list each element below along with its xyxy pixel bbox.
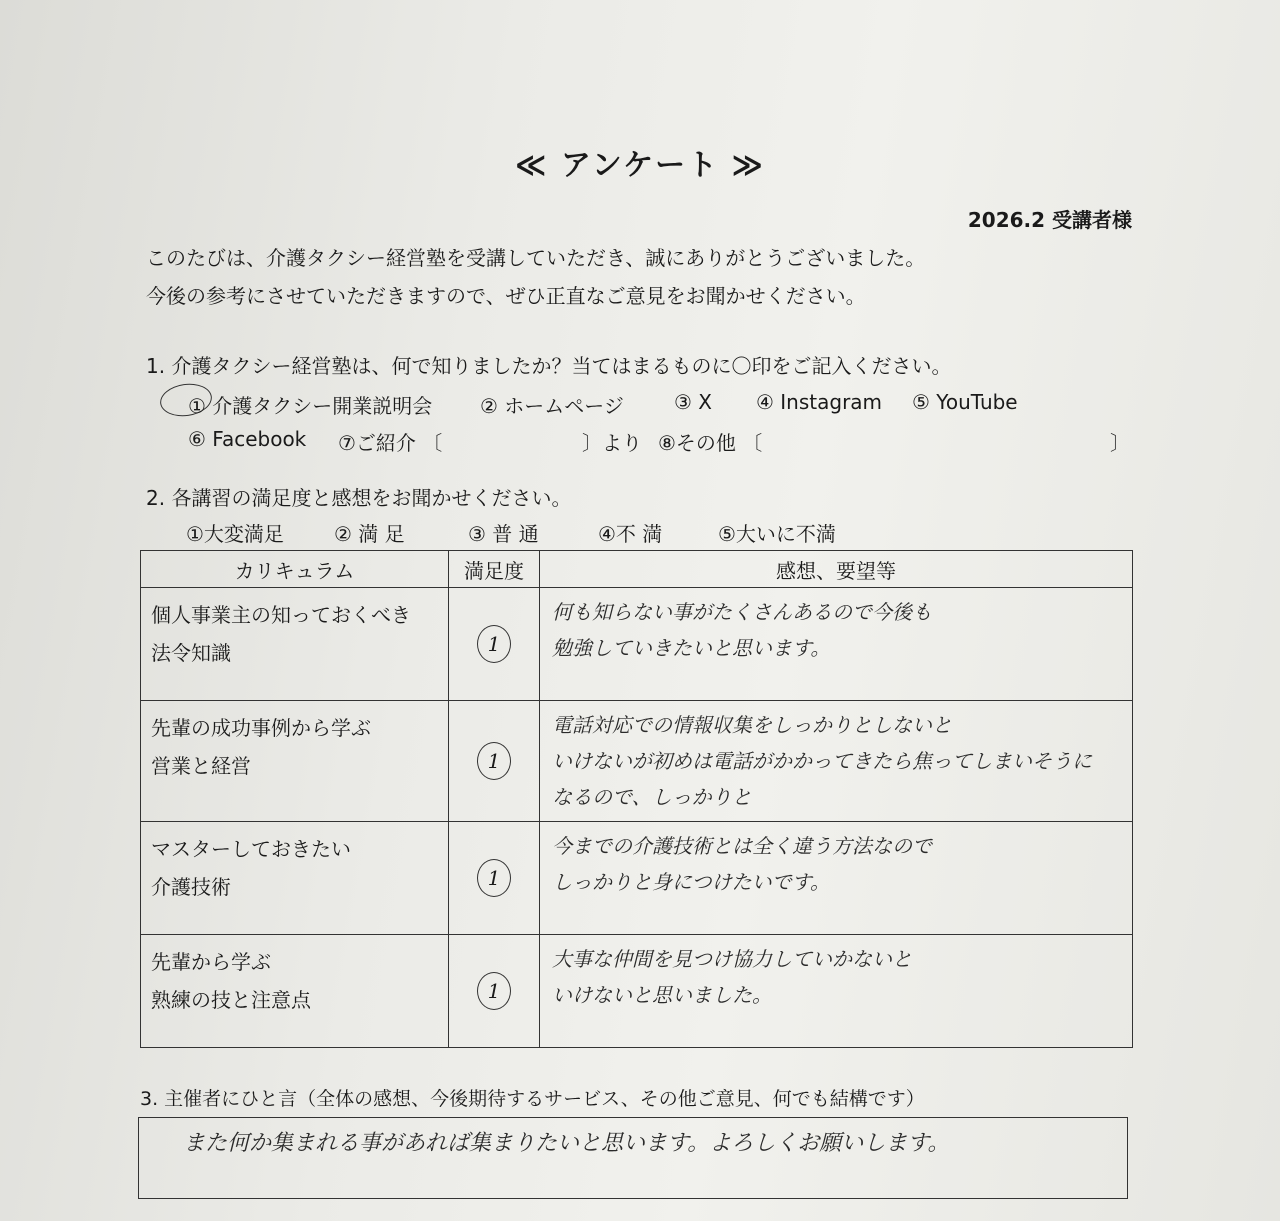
comment-line: いけないと思いました。 — [552, 983, 772, 1007]
free-comment-box — [138, 1117, 1128, 1199]
rating-mark: 1 — [477, 625, 511, 663]
rating-mark: 1 — [477, 972, 511, 1010]
curriculum-cell — [141, 935, 449, 1048]
curriculum-line: 熟練の技と注意点 — [151, 988, 311, 1012]
satisfaction-cell — [449, 701, 540, 822]
curriculum-line: 営業と経営 — [151, 754, 251, 778]
option-3: ③ X — [674, 390, 712, 414]
comment-line: いけないが初めは電話がかかってきたら焦ってしまいそうに — [552, 749, 1092, 773]
rating-mark: 1 — [477, 742, 511, 780]
question-2: 2. 各講習の満足度と感想をお聞かせください。 — [146, 486, 572, 510]
intro-line-1: このたびは、介護タクシー経営塾を受講していただき、誠にありがとうございました。 — [146, 246, 926, 270]
option-2: ② ホームページ — [480, 394, 624, 418]
curriculum-table — [140, 550, 1133, 1048]
comment-line: 何も知らない事がたくさんあるので今後も — [552, 600, 932, 624]
rating-mark: 1 — [477, 859, 511, 897]
option-7-suffix: 〕より — [582, 431, 642, 455]
comment-line: 大事な仲間を見つけ協力していかないと — [552, 947, 912, 971]
curriculum-line: 法令知識 — [151, 641, 231, 665]
scale-2: ② 満 足 — [334, 522, 405, 546]
curriculum-line: マスターしておきたい — [151, 837, 351, 861]
scale-4: ④不 満 — [598, 522, 663, 546]
option-8-close: 〕 — [1110, 431, 1130, 455]
scale-5: ⑤大いに不満 — [718, 522, 836, 546]
comment-line: しっかりと身につけたいです。 — [552, 870, 830, 894]
date-label: 2026.2 受講者様 — [967, 208, 1132, 232]
curriculum-cell — [141, 588, 449, 701]
comment-cell — [540, 822, 1133, 935]
comment-line: 電話対応での情報収集をしっかりとしないと — [552, 713, 952, 737]
curriculum-line: 先輩から学ぶ — [151, 950, 271, 974]
option-5: ⑤ YouTube — [912, 390, 1018, 414]
intro-line-2: 今後の参考にさせていただきますので、ぜひ正直なご意見をお聞かせください。 — [146, 284, 866, 308]
comment-line: 今までの介護技術とは全く違う方法なので — [552, 834, 932, 858]
satisfaction-cell — [449, 935, 540, 1048]
table-header-row — [141, 551, 1133, 588]
comment-line: 勉強していきたいと思います。 — [552, 636, 831, 660]
comment-cell — [540, 588, 1133, 701]
table-row — [141, 822, 1133, 935]
comment-line: なるので、しっかりと — [552, 785, 752, 809]
satisfaction-cell — [449, 588, 540, 701]
question-3: 3. 主催者にひと言（全体の感想、今後期待するサービス、その他ご意見、何でも結構です） — [140, 1088, 925, 1110]
scale-1: ①大変満足 — [186, 522, 284, 546]
header-curriculum: カリキュラム — [141, 551, 449, 588]
curriculum-cell — [141, 701, 449, 822]
comment-cell — [540, 935, 1133, 1048]
table-row — [141, 588, 1133, 701]
question-1: 1. 介護タクシー経営塾は、何で知りましたか？当てはまるものに〇印をご記入ください。 — [146, 354, 952, 378]
curriculum-line: 先輩の成功事例から学ぶ — [151, 716, 371, 740]
header-comments: 感想、要望等 — [540, 551, 1133, 588]
option-4: ④ Instagram — [756, 390, 883, 414]
header-satisfaction: 満足度 — [449, 551, 540, 588]
scale-3: ③ 普 通 — [468, 522, 539, 546]
free-comment-text: また何か集まれる事があれば集まりたいと思います。よろしくお願いします。 — [183, 1131, 950, 1156]
table-row — [141, 935, 1133, 1048]
option-6: ⑥ Facebook — [188, 427, 307, 451]
option-7: ⑦ご紹介 〔 — [338, 431, 443, 455]
table-row — [141, 701, 1133, 822]
curriculum-line: 介護技術 — [151, 875, 231, 899]
comment-cell — [540, 701, 1133, 822]
curriculum-cell — [141, 822, 449, 935]
option-8: ⑧その他 〔 — [658, 431, 763, 455]
curriculum-line: 個人事業主の知っておくべき — [151, 603, 411, 627]
option-1: ① 介護タクシー開業説明会 — [188, 394, 433, 418]
page-title: ≪ アンケート ≫ — [515, 148, 765, 183]
satisfaction-cell — [449, 822, 540, 935]
